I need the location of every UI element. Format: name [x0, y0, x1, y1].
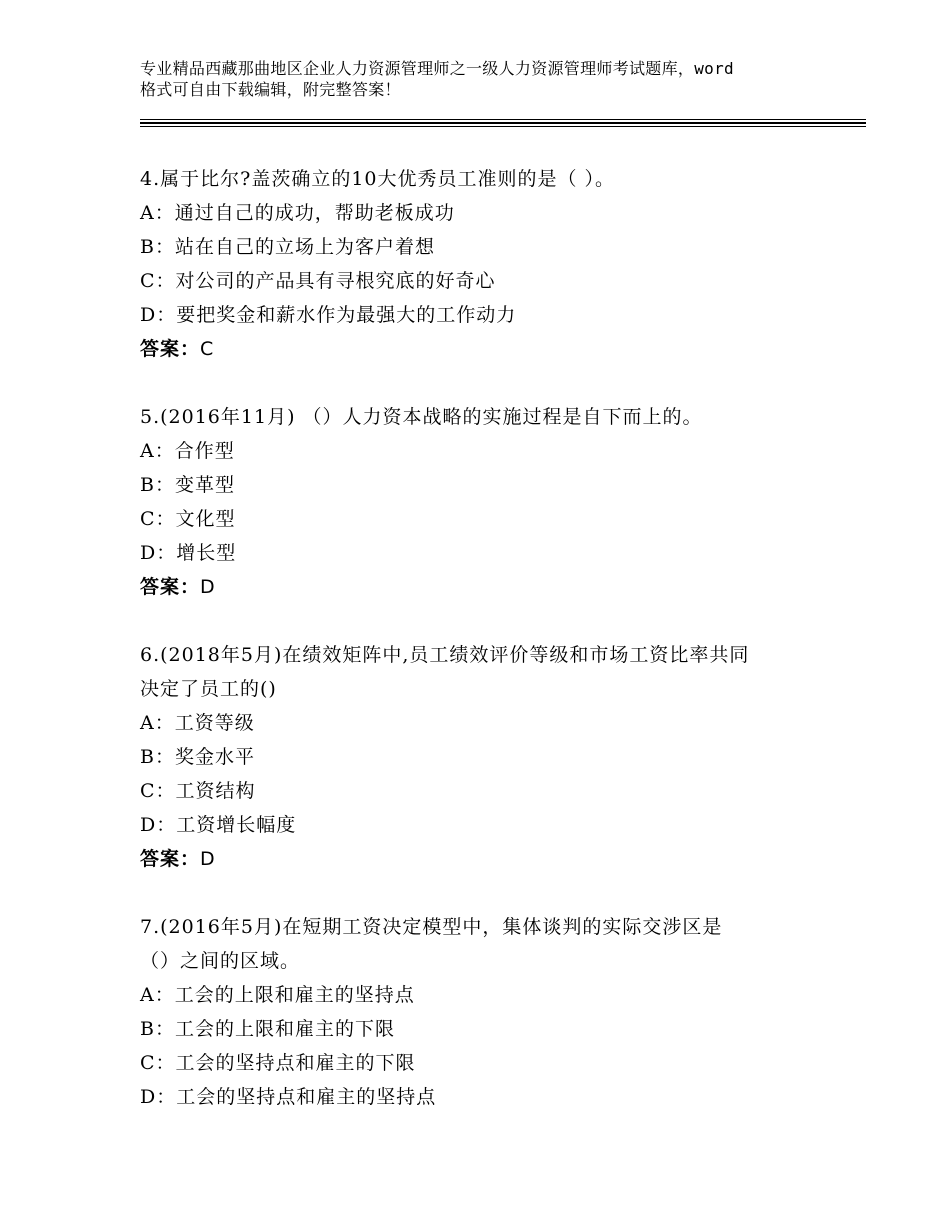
question-text: 5.(2016年11月) （）人力资本战略的实施过程是自下而上的。 — [140, 406, 703, 428]
answer-label: 答案： — [140, 848, 201, 870]
option-b: B：工会的上限和雇主的下限 — [140, 1018, 395, 1040]
option-a: A：合作型 — [140, 440, 235, 462]
option-a: A：通过自己的成功，帮助老板成功 — [140, 202, 455, 224]
question-text-line-2: （）之间的区域。 — [140, 950, 301, 972]
option-c: C：工资结构 — [140, 780, 256, 802]
option-c: C：工会的坚持点和雇主的下限 — [140, 1052, 416, 1074]
header-line-1: 专业精品西藏那曲地区企业人力资源管理师之一级人力资源管理师考试题库，word — [140, 59, 734, 78]
answer-label: 答案： — [140, 338, 201, 360]
option-c: C：对公司的产品具有寻根究底的好奇心 — [140, 270, 496, 292]
answer-value: D — [200, 576, 216, 598]
question-text: 4.属于比尔?盖茨确立的10大优秀员工准则的是（ ）。 — [140, 168, 616, 190]
question-4 — [140, 162, 820, 366]
header-divider-bottom — [140, 126, 866, 127]
header-divider-middle — [140, 122, 866, 124]
answer-value: D — [200, 848, 216, 870]
option-d: D：要把奖金和薪水作为最强大的工作动力 — [140, 304, 517, 326]
option-a: A：工资等级 — [140, 712, 255, 734]
question-6 — [140, 638, 820, 876]
question-7 — [140, 910, 820, 1114]
answer-line — [140, 570, 820, 604]
question-text-line-2: 决定了员工的() — [140, 678, 277, 700]
question-text-line-1: 7.(2016年5月)在短期工资决定模型中，集体谈判的实际交涉区是 — [140, 916, 723, 938]
option-b: B：奖金水平 — [140, 746, 255, 768]
answer-label: 答案： — [140, 576, 201, 598]
option-a: A：工会的上限和雇主的坚持点 — [140, 984, 415, 1006]
option-d: D：工会的坚持点和雇主的坚持点 — [140, 1086, 437, 1108]
document-header — [140, 58, 840, 100]
header-divider-top — [140, 119, 866, 120]
option-d: D：增长型 — [140, 542, 237, 564]
answer-line — [140, 842, 820, 876]
question-list — [140, 162, 820, 1148]
header-line-2: 格式可自由下载编辑，附完整答案！ — [140, 80, 401, 99]
option-d: D：工资增长幅度 — [140, 814, 297, 836]
question-text-line-1: 6.(2018年5月)在绩效矩阵中,员工绩效评价等级和市场工资比率共同 — [140, 644, 750, 666]
option-c: C：文化型 — [140, 508, 236, 530]
question-5 — [140, 400, 820, 604]
answer-line — [140, 332, 820, 366]
option-b: B：站在自己的立场上为客户着想 — [140, 236, 435, 258]
option-b: B：变革型 — [140, 474, 235, 496]
answer-value: C — [200, 338, 215, 360]
